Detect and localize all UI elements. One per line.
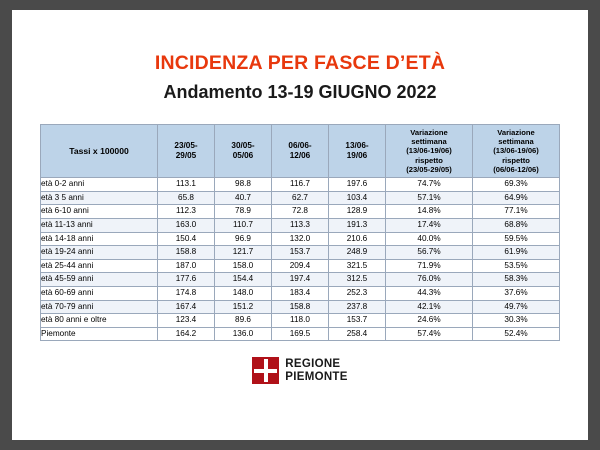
page-subtitle: Andamento 13-19 GIUGNO 2022 xyxy=(163,82,437,103)
cell-week-3: 169.5 xyxy=(272,327,329,341)
row-label: età 6-10 anni xyxy=(41,205,158,219)
cell-week-2: 96.9 xyxy=(215,232,272,246)
cell-week-4: 258.4 xyxy=(329,327,386,341)
cell-variation-2: 69.3% xyxy=(473,178,560,192)
cell-variation-1: 14.8% xyxy=(386,205,473,219)
cell-week-3: 62.7 xyxy=(272,191,329,205)
cell-variation-2: 58.3% xyxy=(473,273,560,287)
table-row xyxy=(41,191,560,205)
variation-2-line-4: rispetto xyxy=(502,155,530,165)
cell-week-1: 113.1 xyxy=(158,178,215,192)
week-3-line-1: 06/06- xyxy=(288,141,312,151)
cell-week-4: 252.3 xyxy=(329,286,386,300)
column-header-week-3 xyxy=(272,124,329,177)
cell-week-4: 312.5 xyxy=(329,273,386,287)
footer-logo-area xyxy=(12,357,588,384)
table-row xyxy=(41,259,560,273)
variation-2-line-1: Variazione xyxy=(497,127,535,137)
cell-variation-2: 52.4% xyxy=(473,327,560,341)
cell-variation-2: 59.5% xyxy=(473,232,560,246)
table-row xyxy=(41,219,560,233)
cell-variation-2: 53.5% xyxy=(473,259,560,273)
cell-week-2: 154.4 xyxy=(215,273,272,287)
page-title: INCIDENZA PER FASCE D’ETÀ xyxy=(154,52,446,74)
cell-week-4: 103.4 xyxy=(329,191,386,205)
cell-week-2: 121.7 xyxy=(215,246,272,260)
row-label: età 14-18 anni xyxy=(41,232,158,246)
variation-2-line-5: (06/06-12/06) xyxy=(493,164,539,174)
cell-week-1: 174.8 xyxy=(158,286,215,300)
cell-week-1: 112.3 xyxy=(158,205,215,219)
logo-line-2: PIEMONTE xyxy=(285,370,348,383)
cell-week-4: 197.6 xyxy=(329,178,386,192)
cell-week-3: 197.4 xyxy=(272,273,329,287)
cell-variation-1: 44.3% xyxy=(386,286,473,300)
week-4-line-2: 19/06 xyxy=(346,151,368,161)
table-row xyxy=(41,286,560,300)
week-4-line-1: 13/06- xyxy=(345,141,369,151)
row-label: età 19-24 anni xyxy=(41,246,158,260)
cell-week-1: 167.4 xyxy=(158,300,215,314)
cell-week-4: 128.9 xyxy=(329,205,386,219)
row-label: età 60-69 anni xyxy=(41,286,158,300)
cell-week-4: 210.6 xyxy=(329,232,386,246)
table-body xyxy=(41,178,560,341)
cell-week-2: 148.0 xyxy=(215,286,272,300)
cell-week-2: 78.9 xyxy=(215,205,272,219)
cell-week-1: 177.6 xyxy=(158,273,215,287)
cell-week-3: 183.4 xyxy=(272,286,329,300)
table-header xyxy=(41,124,560,177)
variation-1-line-1: Variazione xyxy=(410,127,448,137)
column-header-week-4 xyxy=(329,124,386,177)
cell-week-2: 110.7 xyxy=(215,219,272,233)
column-header-variation-2 xyxy=(473,124,560,177)
cell-week-3: 132.0 xyxy=(272,232,329,246)
cell-week-1: 123.4 xyxy=(158,314,215,328)
variation-1-line-5: (23/05-29/05) xyxy=(406,164,452,174)
row-label: età 80 anni e oltre xyxy=(41,314,158,328)
cell-week-2: 158.0 xyxy=(215,259,272,273)
row-label: età 45-59 anni xyxy=(41,273,158,287)
table-row xyxy=(41,246,560,260)
cell-variation-1: 24.6% xyxy=(386,314,473,328)
table-header-row xyxy=(41,124,560,177)
week-3-line-2: 12/06 xyxy=(289,151,311,161)
cell-week-2: 151.2 xyxy=(215,300,272,314)
table-row xyxy=(41,232,560,246)
cell-variation-2: 49.7% xyxy=(473,300,560,314)
incidence-table xyxy=(40,124,560,341)
cell-variation-1: 57.1% xyxy=(386,191,473,205)
cell-week-3: 158.8 xyxy=(272,300,329,314)
week-1-line-2: 29/05 xyxy=(175,151,197,161)
cell-week-4: 237.8 xyxy=(329,300,386,314)
cell-week-4: 321.5 xyxy=(329,259,386,273)
column-header-variation-1 xyxy=(386,124,473,177)
table-row xyxy=(41,300,560,314)
week-2-line-1: 30/05- xyxy=(231,141,255,151)
cell-variation-1: 40.0% xyxy=(386,232,473,246)
slide-canvas xyxy=(12,10,588,440)
cell-week-1: 163.0 xyxy=(158,219,215,233)
row-label-total: Piemonte xyxy=(41,327,158,341)
cell-week-1: 150.4 xyxy=(158,232,215,246)
week-2-line-2: 05/06 xyxy=(232,151,254,161)
cell-week-3: 113.3 xyxy=(272,219,329,233)
cell-variation-2: 61.9% xyxy=(473,246,560,260)
cell-variation-1: 57.4% xyxy=(386,327,473,341)
cell-variation-2: 64.9% xyxy=(473,191,560,205)
column-header-rate-label: Tassi x 100000 xyxy=(41,124,158,177)
column-header-week-1 xyxy=(158,124,215,177)
title-block xyxy=(12,52,588,104)
table-row xyxy=(41,178,560,192)
cross-shield-icon xyxy=(252,357,279,384)
cell-week-4: 191.3 xyxy=(329,219,386,233)
table-row xyxy=(41,273,560,287)
cell-variation-2: 37.6% xyxy=(473,286,560,300)
row-label: età 0-2 anni xyxy=(41,178,158,192)
cell-variation-2: 30.3% xyxy=(473,314,560,328)
row-label: età 70-79 anni xyxy=(41,300,158,314)
row-label: età 11-13 anni xyxy=(41,219,158,233)
cell-variation-1: 42.1% xyxy=(386,300,473,314)
cell-week-3: 209.4 xyxy=(272,259,329,273)
table-row xyxy=(41,314,560,328)
row-label: età 3 5 anni xyxy=(41,191,158,205)
variation-1-line-2: settimana xyxy=(411,137,447,147)
logo-text xyxy=(285,358,347,383)
column-header-week-2 xyxy=(215,124,272,177)
cell-week-1: 158.8 xyxy=(158,246,215,260)
cell-week-3: 153.7 xyxy=(272,246,329,260)
cell-variation-1: 74.7% xyxy=(386,178,473,192)
cell-week-1: 187.0 xyxy=(158,259,215,273)
regione-piemonte-logo xyxy=(252,357,347,384)
cell-week-1: 65.8 xyxy=(158,191,215,205)
week-1-line-1: 23/05- xyxy=(174,141,198,151)
cell-week-3: 116.7 xyxy=(272,178,329,192)
cell-week-2: 98.8 xyxy=(215,178,272,192)
table-row xyxy=(41,205,560,219)
cell-week-1: 164.2 xyxy=(158,327,215,341)
table-container xyxy=(12,124,588,341)
cell-variation-1: 76.0% xyxy=(386,273,473,287)
variation-2-line-3: (13/06-19/06) xyxy=(493,146,539,156)
cell-variation-2: 77.1% xyxy=(473,205,560,219)
row-label: età 25-44 anni xyxy=(41,259,158,273)
cell-variation-2: 68.8% xyxy=(473,219,560,233)
cell-week-2: 40.7 xyxy=(215,191,272,205)
variation-1-line-4: rispetto xyxy=(415,155,443,165)
cell-week-2: 136.0 xyxy=(215,327,272,341)
cell-week-3: 118.0 xyxy=(272,314,329,328)
logo-line-1: REGIONE xyxy=(285,358,341,371)
variation-2-line-2: settimana xyxy=(498,137,534,147)
cell-variation-1: 71.9% xyxy=(386,259,473,273)
cell-week-4: 153.7 xyxy=(329,314,386,328)
cell-week-3: 72.8 xyxy=(272,205,329,219)
cell-week-2: 89.6 xyxy=(215,314,272,328)
table-row-total xyxy=(41,327,560,341)
cell-variation-1: 56.7% xyxy=(386,246,473,260)
variation-1-line-3: (13/06-19/06) xyxy=(406,146,452,156)
cell-variation-1: 17.4% xyxy=(386,219,473,233)
cell-week-4: 248.9 xyxy=(329,246,386,260)
